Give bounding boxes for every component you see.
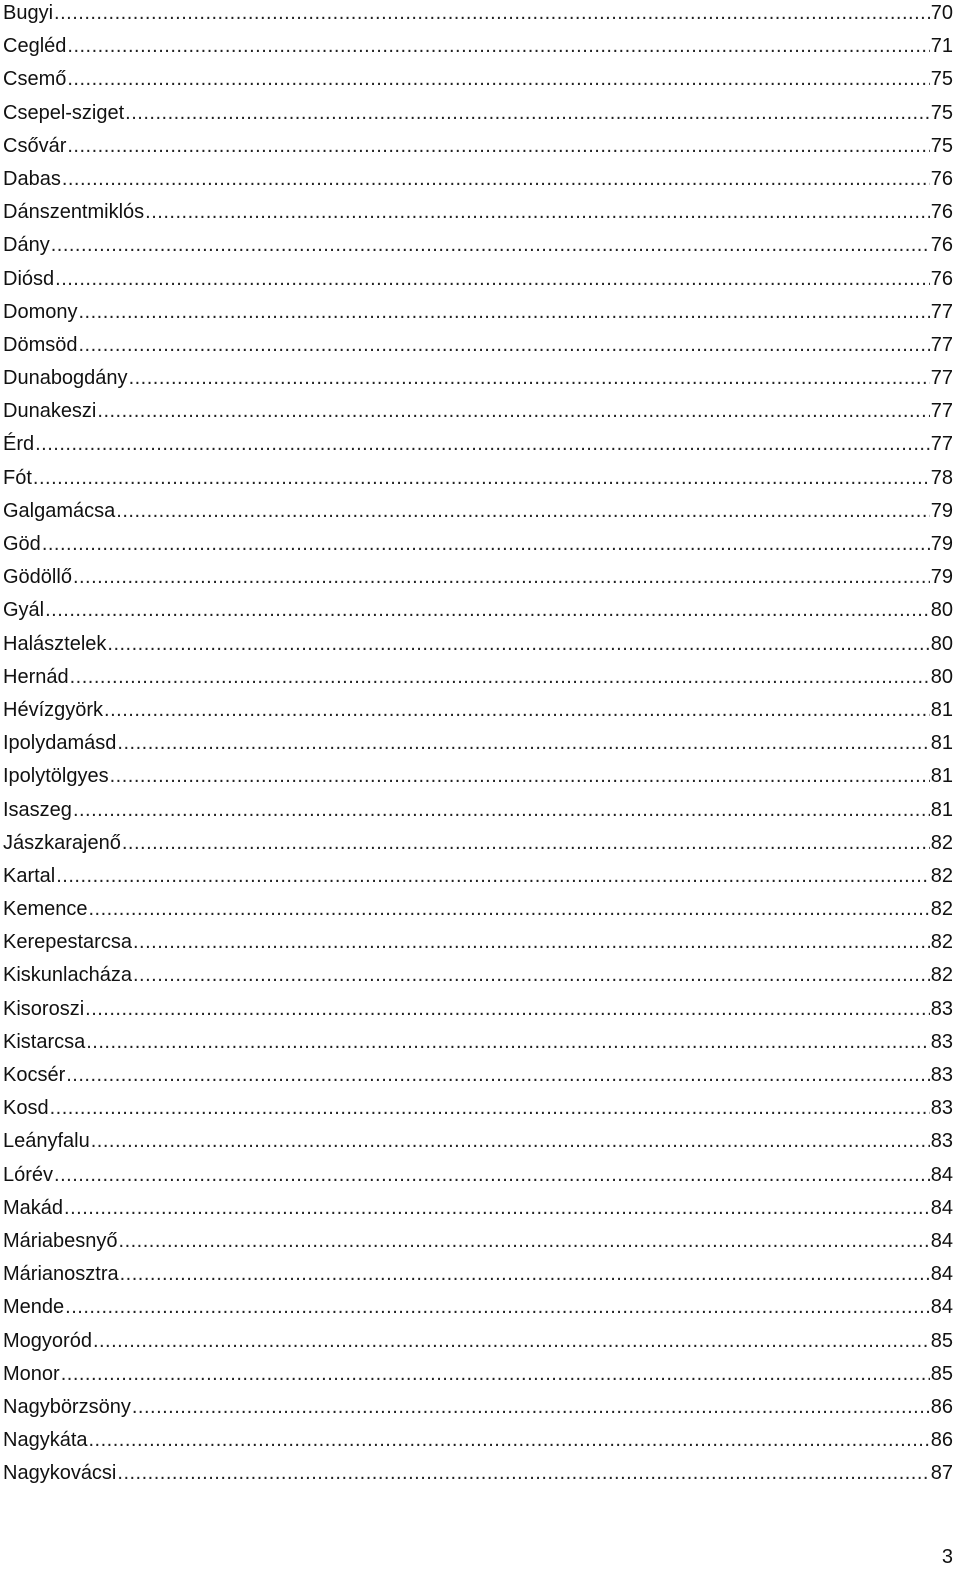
dot-leader <box>61 1361 930 1387</box>
dot-leader <box>129 365 930 391</box>
dot-leader <box>70 664 930 690</box>
toc-entry-page: 86 <box>930 1395 953 1418</box>
toc-entry-name: Ipolytölgyes <box>3 765 109 788</box>
dot-leader <box>67 66 929 92</box>
toc-entry-name: Gödöllő <box>3 566 72 589</box>
dot-leader <box>54 1162 930 1188</box>
toc-entry-name: Mogyoród <box>3 1329 92 1352</box>
toc-entry[interactable] <box>3 1460 953 1493</box>
toc-entry-name: Gyál <box>3 599 45 622</box>
toc-entry-name: Fót <box>3 466 32 489</box>
toc-entry-name: Ipolydamásd <box>3 732 117 755</box>
toc-entry-name: Kosd <box>3 1097 49 1120</box>
toc-entry-page: 79 <box>930 566 953 589</box>
page-number: 3 <box>941 1546 953 1568</box>
toc-entry[interactable] <box>3 1394 953 1427</box>
toc-entry-name: Leányfalu <box>3 1130 90 1153</box>
toc-entry[interactable] <box>3 664 953 697</box>
toc-entry-name: Kistarcsa <box>3 1030 86 1053</box>
dot-leader <box>50 1095 930 1121</box>
dot-leader <box>67 133 929 159</box>
toc-entry-page: 75 <box>930 134 953 157</box>
toc-entry-name: Kiskunlacháza <box>3 964 132 987</box>
toc-entry[interactable] <box>3 1361 953 1394</box>
toc-entry-page: 79 <box>930 533 953 555</box>
toc-entry-page: 77 <box>930 433 953 456</box>
toc-entry-name: Márianosztra <box>3 1263 119 1286</box>
toc-entry-name: Mende <box>3 1296 65 1319</box>
toc-entry[interactable] <box>3 166 953 199</box>
toc-entry-page: 77 <box>930 367 953 390</box>
toc-entry-page: 76 <box>930 267 953 290</box>
toc-entry[interactable] <box>3 531 953 564</box>
toc-entry[interactable] <box>3 199 953 232</box>
toc-entry-name: Cegléd <box>3 35 67 58</box>
toc-entry-name: Kartal <box>3 864 56 887</box>
dot-leader <box>110 763 930 789</box>
dot-leader <box>73 564 930 590</box>
toc-entry-page: 83 <box>930 1030 953 1053</box>
toc-entry-page: 77 <box>930 400 953 423</box>
dot-leader <box>119 1228 930 1254</box>
toc-entry[interactable] <box>3 962 953 995</box>
dot-leader <box>122 830 930 856</box>
dot-leader <box>51 232 930 258</box>
toc-entry-page: 79 <box>930 499 953 522</box>
toc-entry-page: 83 <box>930 1097 953 1120</box>
toc-entry-name: Csővár <box>3 134 67 157</box>
toc-entry-page: 76 <box>930 167 953 190</box>
toc-entry-name: Máriabesnyő <box>3 1229 118 1252</box>
toc-entry[interactable] <box>3 896 953 929</box>
toc-entry-name: Bugyi <box>3 2 54 24</box>
toc-entry[interactable] <box>3 1195 953 1228</box>
toc-entry[interactable] <box>3 100 953 133</box>
dot-leader <box>54 0 930 26</box>
toc-entry-page: 75 <box>930 101 953 124</box>
toc-entry-name: Dömsöd <box>3 333 78 356</box>
toc-entry[interactable] <box>3 996 953 1029</box>
toc-entry-page: 84 <box>930 1163 953 1186</box>
toc-entry-name: Lórév <box>3 1163 54 1186</box>
toc-entry-page: 81 <box>930 698 953 721</box>
dot-leader <box>107 631 929 657</box>
toc-entry-page: 76 <box>930 201 953 224</box>
toc-entry-page: 82 <box>930 898 953 921</box>
toc-entry[interactable] <box>3 1427 953 1460</box>
toc-entry-name: Domony <box>3 300 78 323</box>
toc-entry-name: Dány <box>3 234 50 257</box>
toc-entry-name: Érd <box>3 433 35 456</box>
toc-entry[interactable] <box>3 33 953 66</box>
toc-entry[interactable] <box>3 365 953 398</box>
toc-entry-name: Hernád <box>3 665 69 688</box>
toc-entry-name: Monor <box>3 1362 60 1385</box>
dot-leader <box>125 100 930 126</box>
toc-entry[interactable] <box>3 299 953 332</box>
toc-entry-page: 80 <box>930 665 953 688</box>
toc-entry-page: 82 <box>930 931 953 954</box>
toc-entry[interactable] <box>3 797 953 830</box>
toc-entry-page: 70 <box>930 2 953 24</box>
table-of-contents <box>3 0 953 1493</box>
toc-entry-page: 78 <box>930 466 953 489</box>
toc-entry-name: Göd <box>3 533 41 555</box>
toc-entry[interactable] <box>3 398 953 431</box>
dot-leader <box>55 266 930 292</box>
dot-leader <box>117 730 929 756</box>
toc-entry-page: 81 <box>930 732 953 755</box>
toc-entry[interactable] <box>3 66 953 99</box>
toc-entry[interactable] <box>3 929 953 962</box>
toc-entry-name: Kocsér <box>3 1064 66 1086</box>
toc-entry-page: 87 <box>930 1462 953 1485</box>
dot-leader <box>145 199 930 225</box>
toc-entry[interactable] <box>3 465 953 498</box>
dot-leader <box>132 1394 930 1420</box>
dot-leader <box>62 166 930 192</box>
dot-leader <box>93 1328 930 1354</box>
toc-entry[interactable] <box>3 1228 953 1261</box>
toc-entry-name: Nagykáta <box>3 1429 88 1452</box>
dot-leader <box>64 1195 930 1221</box>
toc-entry[interactable] <box>3 564 953 597</box>
toc-entry[interactable] <box>3 1029 953 1062</box>
toc-entry-name: Isaszeg <box>3 798 72 821</box>
toc-entry[interactable] <box>3 830 953 863</box>
toc-entry-name: Galgamácsa <box>3 499 116 522</box>
toc-entry-page: 85 <box>930 1362 953 1385</box>
dot-leader <box>42 531 930 557</box>
toc-entry-page: 84 <box>930 1196 953 1219</box>
toc-entry-name: Jászkarajenő <box>3 831 121 854</box>
toc-entry-page: 82 <box>930 964 953 987</box>
toc-entry[interactable] <box>3 597 953 630</box>
dot-leader <box>73 797 930 823</box>
toc-entry-page: 80 <box>930 599 953 622</box>
dot-leader <box>67 33 929 59</box>
dot-leader <box>35 431 930 457</box>
dot-leader <box>89 896 930 922</box>
toc-entry-page: 83 <box>930 1064 953 1086</box>
toc-entry-page: 71 <box>930 35 953 58</box>
toc-entry[interactable] <box>3 1162 953 1195</box>
dot-leader <box>117 1460 929 1486</box>
dot-leader <box>86 1029 930 1055</box>
toc-entry[interactable] <box>3 1261 953 1294</box>
toc-entry[interactable] <box>3 1294 953 1327</box>
toc-entry-page: 83 <box>930 997 953 1020</box>
toc-entry-name: Dabas <box>3 167 61 190</box>
dot-leader <box>133 929 930 955</box>
dot-leader <box>78 332 929 358</box>
toc-entry-page: 84 <box>930 1229 953 1252</box>
toc-entry[interactable] <box>3 697 953 730</box>
toc-entry-name: Hévízgyörk <box>3 698 104 721</box>
toc-entry-page: 84 <box>930 1263 953 1286</box>
toc-entry-name: Nagykovácsi <box>3 1462 117 1485</box>
dot-leader <box>85 996 930 1022</box>
toc-entry[interactable] <box>3 1095 953 1128</box>
toc-entry-name: Csepel-sziget <box>3 101 125 124</box>
toc-entry-page: 85 <box>930 1329 953 1352</box>
dot-leader <box>56 863 930 889</box>
dot-leader <box>33 465 930 491</box>
toc-entry-name: Diósd <box>3 267 55 290</box>
dot-leader <box>89 1427 930 1453</box>
toc-entry-name: Csemő <box>3 68 67 91</box>
toc-entry[interactable] <box>3 763 953 796</box>
toc-entry[interactable] <box>3 863 953 896</box>
toc-entry-page: 84 <box>930 1296 953 1319</box>
dot-leader <box>65 1294 930 1320</box>
toc-entry-name: Dánszentmiklós <box>3 201 145 224</box>
toc-entry-page: 77 <box>930 333 953 356</box>
toc-entry[interactable] <box>3 1062 953 1095</box>
dot-leader <box>104 697 930 723</box>
toc-entry[interactable] <box>3 1328 953 1361</box>
toc-entry-name: Dunakeszi <box>3 400 97 423</box>
toc-entry-page: 81 <box>930 765 953 788</box>
dot-leader <box>120 1261 930 1287</box>
toc-entry-name: Nagybörzsöny <box>3 1395 131 1418</box>
toc-entry[interactable] <box>3 431 953 464</box>
toc-entry-page: 75 <box>930 68 953 91</box>
toc-entry-page: 77 <box>930 300 953 323</box>
toc-entry-page: 86 <box>930 1429 953 1452</box>
toc-entry[interactable] <box>3 1128 953 1161</box>
toc-entry-name: Kemence <box>3 898 88 921</box>
toc-entry-page: 82 <box>930 864 953 887</box>
toc-entry-name: Dunabogdány <box>3 367 128 390</box>
toc-entry-page: 83 <box>930 1130 953 1153</box>
toc-entry[interactable] <box>3 730 953 763</box>
dot-leader <box>116 498 929 524</box>
toc-entry-page: 82 <box>930 831 953 854</box>
toc-entry[interactable] <box>3 0 953 33</box>
toc-entry[interactable] <box>3 631 953 664</box>
toc-entry-page: 81 <box>930 798 953 821</box>
toc-entry[interactable] <box>3 266 953 299</box>
dot-leader <box>133 962 930 988</box>
toc-entry-page: 80 <box>930 632 953 655</box>
toc-entry-name: Kerepestarcsa <box>3 931 132 954</box>
toc-entry[interactable] <box>3 498 953 531</box>
toc-entry-page: 76 <box>930 234 953 257</box>
dot-leader <box>97 398 929 424</box>
dot-leader <box>66 1062 930 1088</box>
toc-entry[interactable] <box>3 332 953 365</box>
toc-entry[interactable] <box>3 232 953 265</box>
toc-entry-name: Makád <box>3 1196 64 1219</box>
dot-leader <box>45 597 930 623</box>
toc-entry-name: Halásztelek <box>3 632 107 655</box>
dot-leader <box>78 299 929 325</box>
dot-leader <box>91 1128 930 1154</box>
toc-entry-name: Kisoroszi <box>3 997 85 1020</box>
toc-entry[interactable] <box>3 133 953 166</box>
